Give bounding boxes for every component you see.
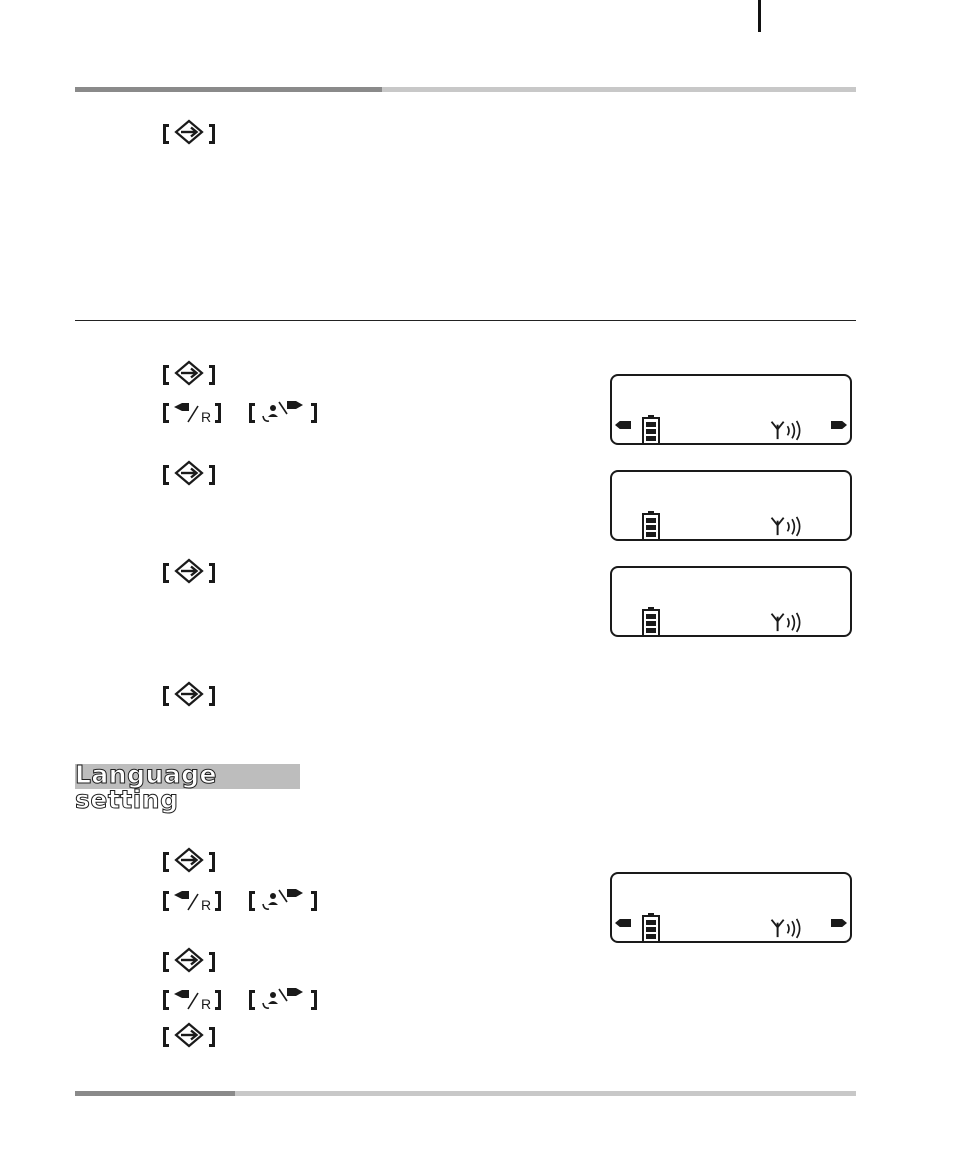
left-recall-key: [163, 400, 221, 426]
menu-key: [163, 560, 215, 586]
menu-ok-arrow-icon: [171, 947, 207, 978]
left-recall-key: [163, 888, 221, 914]
section-divider: [75, 320, 856, 321]
right-phonebook-key: [249, 400, 317, 426]
right-arrow-phonebook-icon: [257, 398, 309, 429]
menu-key: [163, 949, 215, 975]
battery-icon: [642, 607, 660, 637]
menu-key: [163, 683, 215, 709]
lcd-right-arrow-icon: [831, 421, 847, 429]
menu-key: [163, 462, 215, 488]
right-phonebook-key: [249, 987, 317, 1013]
battery-icon: [642, 511, 660, 541]
lcd-left-arrow-icon: [615, 421, 631, 429]
menu-key: [163, 849, 215, 875]
right-arrow-phonebook-icon: [257, 985, 309, 1016]
lcd-display: [610, 374, 852, 445]
left-recall-key: [163, 987, 221, 1013]
battery-icon: [642, 415, 660, 445]
lcd-display: [610, 872, 852, 943]
section-heading: Language setting: [75, 764, 300, 789]
lcd-display: [610, 566, 852, 637]
corner-mark: [758, 0, 761, 32]
bottom-bar-accent: [75, 1091, 235, 1096]
menu-ok-arrow-icon: [171, 460, 207, 491]
antenna-signal-icon: [770, 916, 808, 940]
lcd-left-arrow-icon: [615, 919, 631, 927]
menu-ok-arrow-icon: [171, 1022, 207, 1053]
recall-key-letter: R: [201, 996, 212, 1012]
menu-key: [163, 362, 215, 388]
right-phonebook-key: [249, 888, 317, 914]
recall-key-letter: R: [201, 897, 212, 913]
lcd-display: [610, 470, 852, 541]
menu-ok-arrow-icon: [171, 847, 207, 878]
menu-key: [163, 1024, 215, 1050]
menu-key: [163, 121, 215, 147]
menu-ok-arrow-icon: [171, 119, 207, 150]
menu-ok-arrow-icon: [171, 681, 207, 712]
battery-icon: [642, 913, 660, 943]
menu-ok-arrow-icon: [171, 360, 207, 391]
antenna-signal-icon: [770, 514, 808, 538]
antenna-signal-icon: [770, 610, 808, 634]
menu-ok-arrow-icon: [171, 558, 207, 589]
recall-key-letter: R: [201, 409, 212, 425]
lcd-right-arrow-icon: [831, 919, 847, 927]
top-bar-accent: [75, 87, 382, 92]
right-arrow-phonebook-icon: [257, 886, 309, 917]
antenna-signal-icon: [770, 418, 808, 442]
